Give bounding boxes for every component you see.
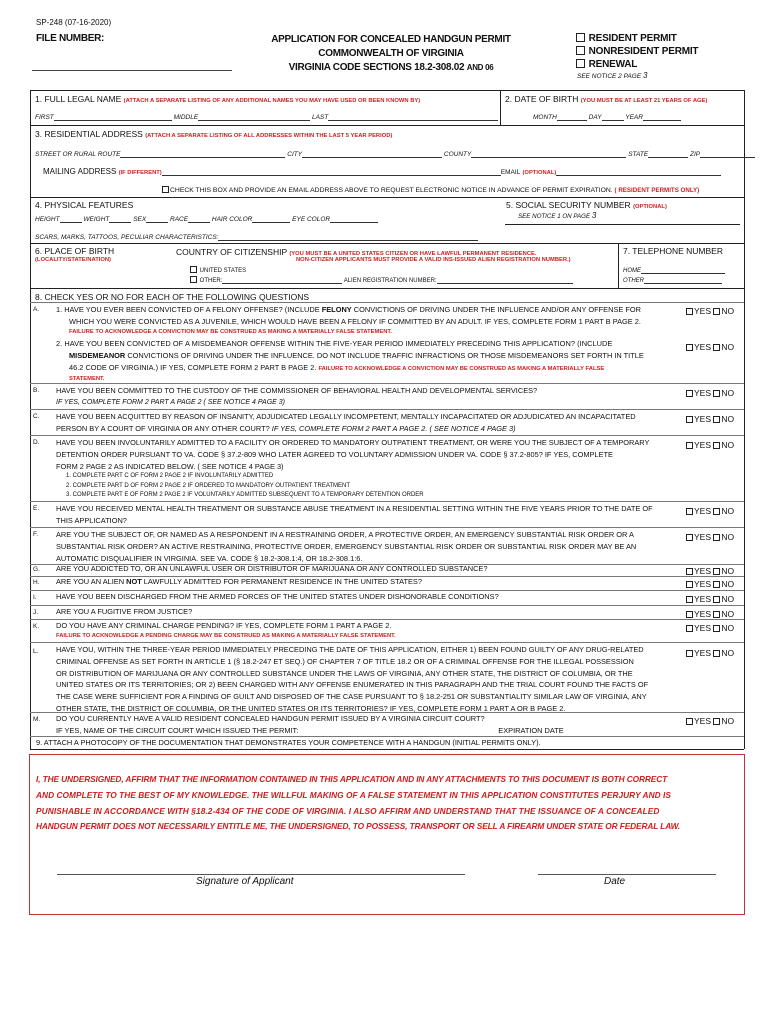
no-checkbox[interactable] (713, 596, 720, 603)
mailing-address-field[interactable] (162, 175, 501, 176)
no-checkbox[interactable] (713, 611, 720, 618)
answer-f: YES NO (686, 532, 734, 542)
dob-year-field[interactable] (643, 120, 681, 121)
other-phone-field[interactable] (644, 283, 722, 284)
nonresident-permit-option[interactable] (576, 45, 698, 58)
date-label: Date (604, 876, 626, 887)
no-checkbox[interactable] (713, 581, 720, 588)
no-checkbox[interactable] (713, 718, 720, 725)
citizenship-note-2: NON-CITIZEN APPLICANTS MUST PROVIDE A VALID INS-ISSUED ALIEN REGISTRATION NUMBER.) (296, 257, 571, 263)
no-checkbox[interactable] (713, 390, 720, 397)
s5-label: 5. SOCIAL SECURITY NUMBER (OPTIONAL) (506, 200, 667, 210)
answer-h: YES NO (686, 579, 734, 589)
resident-label: RESIDENT PERMIT (588, 33, 677, 44)
question-b: HAVE YOU BEEN COMMITTED TO THE CUSTODY OF THE COMMISSIONER OF BEHAVIORAL HEALTH AND DEVELOPMENTAL SERVICES? IF YES, COMPLETE FORM 2 PART A PAGE 2 ( SEE NOTICE 4 PAGE 3) (56, 386, 538, 406)
answer-a2: YES NO (686, 342, 734, 352)
renewal-checkbox[interactable] (576, 59, 585, 68)
no-checkbox[interactable] (713, 625, 720, 632)
us-checkbox[interactable] (190, 266, 197, 273)
signature-label: Signature of Applicant (196, 876, 294, 887)
yes-checkbox[interactable] (686, 568, 693, 575)
answer-a1: YES NO (686, 306, 734, 316)
s6-note: (LOCALITY/STATE/NATION) (35, 257, 111, 263)
letter-i: I. (33, 594, 37, 601)
question-m: DO YOU CURRENTLY HAVE A VALID RESIDENT CONCEALED HANDGUN PERMIT ISSUED BY A VIRGINIA CIRCUIT COURT? IF YES, NAME OF THE CIRCUIT COURT WHICH ISSUED THE PERMIT: EXPIRATION DATE (56, 713, 678, 737)
no-checkbox[interactable] (713, 344, 720, 351)
city-field[interactable] (302, 157, 442, 158)
citizenship-us-option[interactable]: UNITED STATES (190, 266, 246, 274)
home-phone-field[interactable] (641, 273, 725, 274)
answer-g: YES NO (686, 566, 734, 576)
question-k: DO YOU HAVE ANY CRIMINAL CHARGE PENDING? IF YES, COMPLETE FORM 1 PART A PAGE 2. FAILURE TO ACKNOWLEDGE A PENDING CHARGE MAY BE CONSTRUED AS MAKING A MATERIALLY FALSE STATEMENT. (56, 621, 396, 639)
last-name-field[interactable] (328, 120, 498, 121)
s8-label: 8. CHECK YES OR NO FOR EACH OF THE FOLLOWING QUESTIONS (35, 292, 310, 302)
letter-f: F. (33, 531, 39, 538)
s3-label: 3. RESIDENTIAL ADDRESS (ATTACH A SEPARATE LISTING OF ALL ADDRESSES WITHIN THE LAST 5 YEAR PERIOD) (35, 129, 393, 139)
answer-d: YES NO (686, 440, 734, 450)
answer-k: YES NO (686, 623, 734, 633)
s5-see: SEE NOTICE 1 ON PAGE 3 (518, 211, 597, 220)
s6-label: 6. PLACE OF BIRTH (35, 246, 115, 256)
yes-checkbox[interactable] (686, 596, 693, 603)
question-f: ARE YOU THE SUBJECT OF, OR NAMED AS A RESPONDENT IN A RESTRAINING ORDER, A PROTECTIVE ORDER, AN EMERGENCY SUBSTANTIAL RISK ORDER OR A SUBSTANTIAL RISK ORDER? AN ACTIVE RESTRAINING, PROTECTIVE ORDER, EMERGENCY SUBSTANTIAL RISK ORDER OR SUBSTANTIAL RISK ORDER MAY BE AN AUTOMATIC DISQUALIFIER IN VIRGINIA. SEE VA. CODE § 18.2-308.1:4, OR 18.2-308.1:6. (56, 530, 637, 563)
race-field[interactable] (188, 222, 210, 223)
question-g: ARE YOU ADDICTED TO, OR AN UNLAWFUL USER OR DISTRIBUTOR OF MARIJUANA OR ANY CONTROLLED SUBSTANCE? (56, 564, 488, 573)
hair-color-field[interactable] (252, 222, 290, 223)
renewal-label: RENEWAL (588, 59, 638, 70)
answer-c: YES NO (686, 414, 734, 424)
sex-field[interactable] (146, 222, 168, 223)
yes-checkbox[interactable] (686, 344, 693, 351)
letter-l: L. (33, 648, 39, 655)
answer-l: YES NO (686, 648, 734, 658)
weight-field[interactable] (109, 222, 131, 223)
question-h: ARE YOU AN ALIEN NOT LAWFULLY ADMITTED FOR PERMANENT RESIDENCE IN THE UNITED STATES? (56, 577, 422, 586)
letter-a: A. (33, 306, 40, 313)
letter-j: J. (33, 609, 39, 616)
dob-fields: MONTH DAY YEAR (533, 114, 681, 121)
yes-checkbox[interactable] (686, 625, 693, 632)
no-checkbox[interactable] (713, 416, 720, 423)
letter-g: G. (33, 566, 40, 573)
question-i: HAVE YOU BEEN DISCHARGED FROM THE ARMED FORCES OF THE UNITED STATES UNDER DISHONORABLE CONDITIONS? (56, 592, 499, 601)
scars-field[interactable] (218, 240, 478, 241)
other-checkbox[interactable] (190, 276, 197, 283)
home-phone-row: HOME (623, 268, 725, 274)
first-name-field[interactable] (54, 120, 172, 121)
file-number-field[interactable] (32, 70, 232, 71)
letter-k: K. (33, 623, 40, 630)
s1-label: 1. FULL LEGAL NAME (ATTACH A SEPARATE LISTING OF ANY ADDITIONAL NAMES YOU MAY HAVE USED OR BEEN KNOWN BY) (35, 94, 421, 104)
name-fields: FIRST MIDDLE LAST (35, 114, 498, 121)
s7-label: 7. TELEPHONE NUMBER (623, 246, 723, 256)
nonresident-checkbox[interactable] (576, 46, 585, 55)
answer-j: YES NO (686, 609, 734, 619)
answer-m: YES NO (686, 716, 734, 726)
s9-text: 9. ATTACH A PHOTOCOPY OF THE DOCUMENTATION THAT DEMONSTRATES YOUR COMPETENCE WITH A HANDGUN (INITIAL PERMITS ONLY). (36, 738, 541, 747)
yes-checkbox[interactable] (686, 508, 693, 515)
question-c: HAVE YOU BEEN ACQUITTED BY REASON OF INSANITY, ADJUDICATED LEGALLY INCOMPETENT, MENTALLY INCAPACITATED OR ADJUDICATED AN INCAPACITATED PERSON BY A COURT OF VIRGINIA OR ANY OTHER COURT? IF YES, COMPLETE FORM 2 PART A PAGE 2. ( SEE NOTICE 4 PAGE 3) (56, 412, 636, 433)
affirmation-text: I, THE UNDERSIGNED, AFFIRM THAT THE INFORMATION CONTAINED IN THIS APPLICATION AND IN ANY ATTACHMENTS TO THIS DOCUMENT IS BOTH CORRECT AND COMPLETE TO THE BEST OF MY KNOWLEDGE. THE WILLFUL MAKING OF A FALSE STATEMENT IN THIS APPLICATION CONSTITUTES PERJURY AND IS PUNISHABLE IN ACCORDANCE WITH §18.2-434 OF THE CODE OF VIRGINIA. I ALSO AFFIRM AND UNDERSTAND THAT THE ISSUANCE OF A CONCEALED HANDGUN PERMIT DOES NOT NECESSARILY ENTITLE ME, THE UNDERSIGNED, TO POSSESS, TRANSPORT OR SELL A FIREARM UNDER STATE OR FEDERAL LAW. (36, 774, 680, 832)
state-field[interactable] (648, 157, 688, 158)
letter-h: H. (33, 579, 40, 586)
no-checkbox[interactable] (713, 442, 720, 449)
question-j: ARE YOU A FUGITIVE FROM JUSTICE? (56, 607, 193, 616)
renewal-option[interactable] (576, 58, 698, 71)
dob-day-field[interactable] (602, 120, 624, 121)
street-field[interactable] (120, 157, 285, 158)
no-checkbox[interactable] (713, 650, 720, 657)
yes-checkbox[interactable] (686, 650, 693, 657)
mailing-row: MAILING ADDRESS (IF DIFFERENT) EMAIL (OPTIONAL) (43, 167, 721, 176)
resident-checkbox[interactable] (576, 33, 585, 42)
e-notice-row: CHECK THIS BOX AND PROVIDE AN EMAIL ADDRESS ABOVE TO REQUEST ELECTRONIC NOTICE IN ADVANCE OF PERMIT EXPIRATION. ( RESIDENT PERMITS ONLY) (162, 186, 699, 194)
eye-color-field[interactable] (330, 222, 378, 223)
letter-d: D. (33, 439, 40, 446)
county-field[interactable] (471, 157, 626, 158)
permit-type-group (576, 32, 698, 71)
yes-checkbox[interactable] (686, 442, 693, 449)
question-a1: 1. HAVE YOU EVER BEEN CONVICTED OF A FELONY OFFENSE? (INCLUDE FELONY CONVICTIONS OF DRIVING UNDER THE INFLUENCE AND/OR ANY OFFENSE FOR WHICH YOU WERE CONVICTED AS A JUVENILE, WHICH WOULD HAVE BEEN A FELONY IF COMMITTED BY AN ADULT. IF YES, COMPLETE FORM 1 PART B PAGE 2. FAILURE TO ACKNOWLEDGE A CONVICTION MAY BE CONSTRUED AS MAKING A MATERIALLY FALSE STATEMENT. (56, 305, 641, 335)
dob-month-field[interactable] (557, 120, 587, 121)
letter-b: B. (33, 387, 40, 394)
answer-i: YES NO (686, 594, 734, 604)
no-checkbox[interactable] (713, 308, 720, 315)
title-line-1: APPLICATION FOR CONCEALED HANDGUN PERMIT (271, 34, 511, 45)
form-title (236, 33, 546, 75)
title-line-2: COMMONWEALTH OF VIRGINIA (318, 48, 464, 59)
yes-checkbox[interactable] (686, 416, 693, 423)
permit-note: SEE NOTICE 2 PAGE 3 (577, 71, 648, 80)
form-id: SP-248 (07-16-2020) (36, 18, 112, 27)
signature-line[interactable] (57, 874, 465, 875)
yes-checkbox[interactable] (686, 534, 693, 541)
question-a2: 2. HAVE YOU BEEN CONVICTED OF A MISDEMEANOR OFFENSE WITHIN THE FIVE-YEAR PERIOD IMMEDIATELY PRECEDING THIS APPLICATION? (INCLUDE MISDEMEANOR CONVICTIONS OF DRIVING UNDER THE INFLUENCE. DO NOT INCLUDE TRAFFIC INFRACTIONS OR THOSE MISDEMEANORS SET FORTH IN TITLE 46.2 CODE OF VIRGINIA.) IF YES, COMPLETE FORM 2 PART B PAGE 2. FAILURE TO ACKNOWLEDGE A CONVICTION MAY BE CONSTRUED AS MAKING A MATERIALLY FALSE STATEMENT. (56, 339, 644, 383)
letter-m: M. (33, 716, 41, 723)
resident-permit-option[interactable] (576, 32, 698, 45)
no-checkbox[interactable] (713, 534, 720, 541)
yes-checkbox[interactable] (686, 611, 693, 618)
question-l: HAVE YOU, WITHIN THE THREE-YEAR PERIOD IMMEDIATELY PRECEDING THE DATE OF THIS APPLICATION, EITHER 1) BEEN FOUND GUILTY OF ANY DRUG-RELATED CRIMINAL OFFENSE AS SET FORTH IN ARTICLE 1 (§ 18.2-247 ET SEQ.) OF CHAPTER 7 OF TITLE 18.2 OR OF A CRIMINAL OFFENSE FOR THE ILLEGAL POSSESSION OR DISTRIBUTION OF MARIJUANA OR ANY CONTROLLED SUBSTANCE UNDER THE LAWS OF VIRGINIA, ANY OTHER STATE, THE DISTRICT OF COLUMBIA, OR THE UNITED STATES OR ITS TERRITORIES; OR 2) BEEN CHARGED WITH ANY OFFENSE ENUMERATED IN THIS PARAGRAPH AND THE TRIAL COURT FOUND THE FACTS OF THE CASE WERE SUFFICIENT FOR A FINDING OF GUILT AND DISPOSED OF THE CASE PURSUANT TO § 18.2-251 OR SUBSTANTIALITY SIMILAR LAW OF VIRGINIA, ANY OTHER STATE, THE DISTRICT OF COLUMBIA, OR THE UNITED STATES OR ITS TERRITORIES? IF YES, COMPLETE FORM 1 PART A OR B PAGE 2. (56, 645, 649, 713)
scars-row: SCARS, MARKS, TATTOOS, PECULIAR CHARACTERISTICS: (35, 234, 478, 241)
other-country-field[interactable] (222, 283, 342, 284)
yes-checkbox[interactable] (686, 718, 693, 725)
alien-number-field[interactable] (437, 283, 573, 284)
question-e: HAVE YOU RECEIVED MENTAL HEALTH TREATMENT OR SUBSTANCE ABUSE TREATMENT IN A RESIDENTIAL SETTING WITHIN THE FIVE YEARS PRIOR TO THE DATE OF THIS APPLICATION? (56, 504, 653, 525)
height-field[interactable] (60, 222, 82, 223)
date-line[interactable] (538, 874, 716, 875)
citizenship-other-option[interactable]: OTHER: ALIEN REGISTRATION NUMBER: (190, 276, 573, 284)
citizenship-label: COUNTRY OF CITIZENSHIP (YOU MUST BE A UNITED STATES CITIZEN OR HAVE LAWFUL PERMANENT RESIDENCE. (176, 247, 537, 257)
yes-checkbox[interactable] (686, 308, 693, 315)
letter-e: E. (33, 505, 40, 512)
answer-b: YES NO (686, 388, 734, 398)
s2-label: 2. DATE OF BIRTH (YOU MUST BE AT LEAST 21 YEARS OF AGE) (505, 94, 708, 104)
e-notice-checkbox[interactable] (162, 186, 169, 193)
no-checkbox[interactable] (713, 508, 720, 515)
answer-e: YES NO (686, 506, 734, 516)
title-line-3: VIRGINIA CODE SECTIONS 18.2-308.02 AND 06 (288, 62, 494, 73)
zip-field[interactable] (700, 157, 755, 158)
question-d: HAVE YOU BEEN INVOLUNTARILY ADMITTED TO A FACILITY OR ORDERED TO MANDATORY OUTPATIENT TREATMENT, OR WERE YOU THE SUBJECT OF A TEMPORARY DETENTION ORDER PURSUANT TO VA. CODE § 37.2-809 WHO LATER AGREED TO VOLUNTARY ADMISSION UNDER VA. CODE § 37.2-805? IF YES, COMPLETE FORM 2 PAGE 2 AS INDICATED BELOW. ( SEE NOTICE 4 PAGE 3) 1. COMPLETE PART C OF FORM 2 PAGE 2 IF INVOLUNTARILY ADMITTED 2. COMPLETE PART D OF FORM 2 PAGE 2 IF ORDERED TO MANDATORY OUTPATIENT TREATMENT 3. COMPLETE PART E OF FORM 2 PAGE 2 IF VOLUNTARILY ADMITTED SUBSEQUENT TO A TEMPORARY DETENTION ORDER (56, 438, 650, 499)
ssn-field[interactable] (505, 224, 740, 225)
file-number-label: FILE NUMBER: (36, 33, 105, 44)
other-phone-row: OTHER (623, 278, 722, 284)
letter-c: C. (33, 413, 40, 420)
middle-name-field[interactable] (198, 120, 310, 121)
email-field[interactable] (556, 175, 721, 176)
nonresident-label: NONRESIDENT PERMIT (588, 46, 699, 57)
physical-fields: HEIGHT WEIGHT SEX RACE HAIR COLOR EYE COLOR (35, 216, 378, 223)
yes-checkbox[interactable] (686, 581, 693, 588)
no-checkbox[interactable] (713, 568, 720, 575)
address-fields: STREET OR RURAL ROUTE CITY COUNTY STATE ZIP (35, 151, 755, 158)
yes-checkbox[interactable] (686, 390, 693, 397)
s4-label: 4. PHYSICAL FEATURES (35, 200, 134, 210)
